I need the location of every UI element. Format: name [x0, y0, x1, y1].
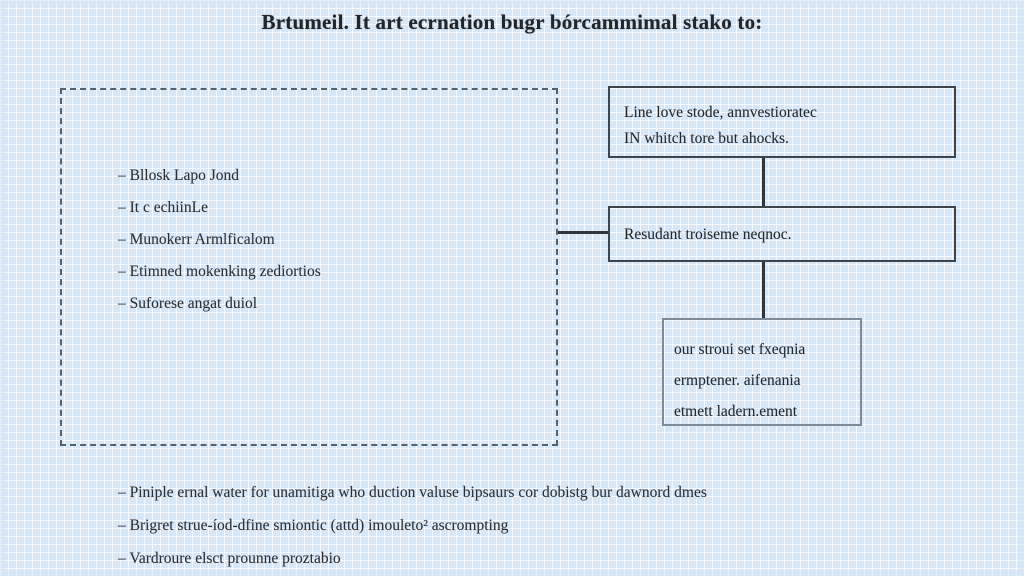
page-title: Brtumeil. It art ecrnation bugr bórcammimal stako to: — [261, 10, 763, 34]
list-item: – Piniple ernal water for unamitiga who duction valuse bipsaurs cor dobistg bur dawnord dmes — [118, 484, 707, 501]
node-top-line-2: IN whitch tore but ahocks. — [624, 130, 789, 147]
node-bottom-line-3: etmett ladern.ement — [674, 403, 798, 420]
left-bullet-list — [118, 160, 518, 320]
list-item: – Suforese angat duiol — [118, 295, 258, 312]
list-item: – It c echiinLe — [118, 199, 208, 216]
list-item: – Munokerr Armlficalom — [118, 231, 275, 248]
node-middle-line-1: Resudant troiseme neqnoc. — [624, 226, 792, 243]
list-item: – Brigret strue-íod-dfine smiontic (attd) imouleto² ascrompting — [118, 517, 509, 534]
footer-bullet-list — [118, 476, 998, 575]
node-middle — [608, 206, 956, 262]
list-item: – Etimned mokenking zediortios — [118, 263, 321, 280]
node-bottom-line-2: ermptener. aifenania — [674, 372, 801, 389]
node-bottom — [662, 318, 862, 426]
node-top-line-1: Line love stode, annvestioratec — [624, 104, 817, 121]
connector-horizontal — [558, 231, 610, 234]
list-item: – Bllosk Lapo Jond — [118, 167, 239, 184]
node-top — [608, 86, 956, 158]
list-item: – Vardroure elsct prounne proztabio — [118, 550, 341, 567]
connector-vertical-bottom — [762, 260, 765, 320]
connector-vertical-top — [762, 158, 765, 208]
node-bottom-line-1: our stroui set fxeqnia — [674, 341, 806, 358]
